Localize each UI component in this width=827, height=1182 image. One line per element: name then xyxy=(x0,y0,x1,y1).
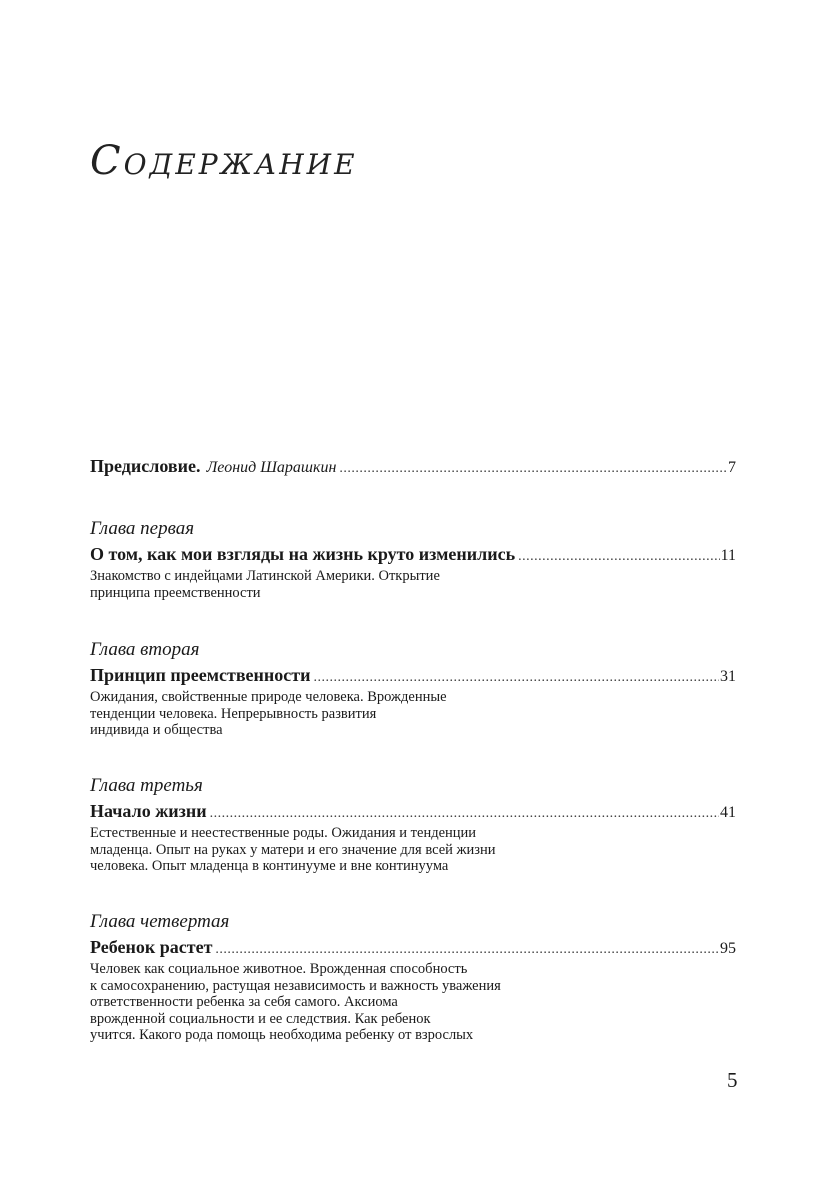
preface-author: Леонид Шарашкин xyxy=(206,459,337,476)
description-line: учится. Какого рода помощь необходима ребенку от взрослых xyxy=(90,1027,474,1043)
chapter-description xyxy=(90,961,736,1044)
description-line: ответственности ребенка за себя самого. Аксиома xyxy=(90,994,398,1010)
chapter-entry-2 xyxy=(90,639,736,739)
description-line: врожденной социальности и ее следствия. Как ребенок xyxy=(90,1010,431,1027)
chapter-page: 11 xyxy=(720,547,736,564)
dot-leader xyxy=(210,806,719,822)
chapter-title-line xyxy=(90,801,736,822)
chapter-title-line xyxy=(90,665,736,686)
dot-leader xyxy=(215,942,719,958)
chapter-page: 31 xyxy=(720,668,736,685)
preface-entry xyxy=(90,456,736,477)
description-line: принципа преемственности xyxy=(90,584,261,601)
chapter-description xyxy=(90,825,736,875)
description-line: Знакомство с индейцами Латинской Америки. Открытие xyxy=(90,568,440,584)
description-line: индивида и общества xyxy=(90,722,223,738)
preface-page: 7 xyxy=(728,459,736,476)
description-line: к самосохранению, растущая независимость и важность уважения xyxy=(90,977,501,994)
chapter-page: 41 xyxy=(720,804,736,821)
chapter-label: Глава третья xyxy=(90,775,203,796)
preface-label: Предисловие. xyxy=(90,456,201,476)
page-title: Содержание xyxy=(90,138,358,184)
dot-leader xyxy=(339,461,727,477)
chapter-entry-1 xyxy=(90,518,736,601)
chapter-title: Ребенок растет xyxy=(90,937,213,957)
description-line: Естественные и неестественные роды. Ожидания и тенденции xyxy=(90,825,477,841)
description-line: человека. Опыт младенца в континууме и вне континуума xyxy=(90,858,449,874)
chapter-description xyxy=(90,568,736,601)
description-line: Человек как социальное животное. Врожденная способность xyxy=(90,961,468,977)
chapter-title: Начало жизни xyxy=(90,801,207,821)
chapter-label: Глава вторая xyxy=(90,639,200,660)
chapter-page: 95 xyxy=(720,940,736,957)
chapter-title: О том, как мои взгляды на жизнь круто изменились xyxy=(90,544,516,564)
page-number: 5 xyxy=(727,1068,738,1092)
chapter-label: Глава первая xyxy=(90,518,195,539)
chapter-title: Принцип преемственности xyxy=(90,665,311,685)
description-line: Ожидания, свойственные природе человека. Врожденные xyxy=(90,689,447,705)
chapter-entry-3 xyxy=(90,775,736,875)
chapter-title-line xyxy=(90,937,736,958)
chapter-title-line xyxy=(90,544,736,565)
dot-leader xyxy=(518,549,720,565)
chapter-label: Глава четвертая xyxy=(90,911,230,932)
description-line: тенденции человека. Непрерывность развития xyxy=(90,705,377,722)
preface-line xyxy=(90,456,736,477)
chapter-description xyxy=(90,689,736,739)
chapter-entry-4 xyxy=(90,911,736,1044)
description-line: младенца. Опыт на руках у матери и его значение для всей жизни xyxy=(90,841,496,858)
dot-leader xyxy=(313,670,719,686)
